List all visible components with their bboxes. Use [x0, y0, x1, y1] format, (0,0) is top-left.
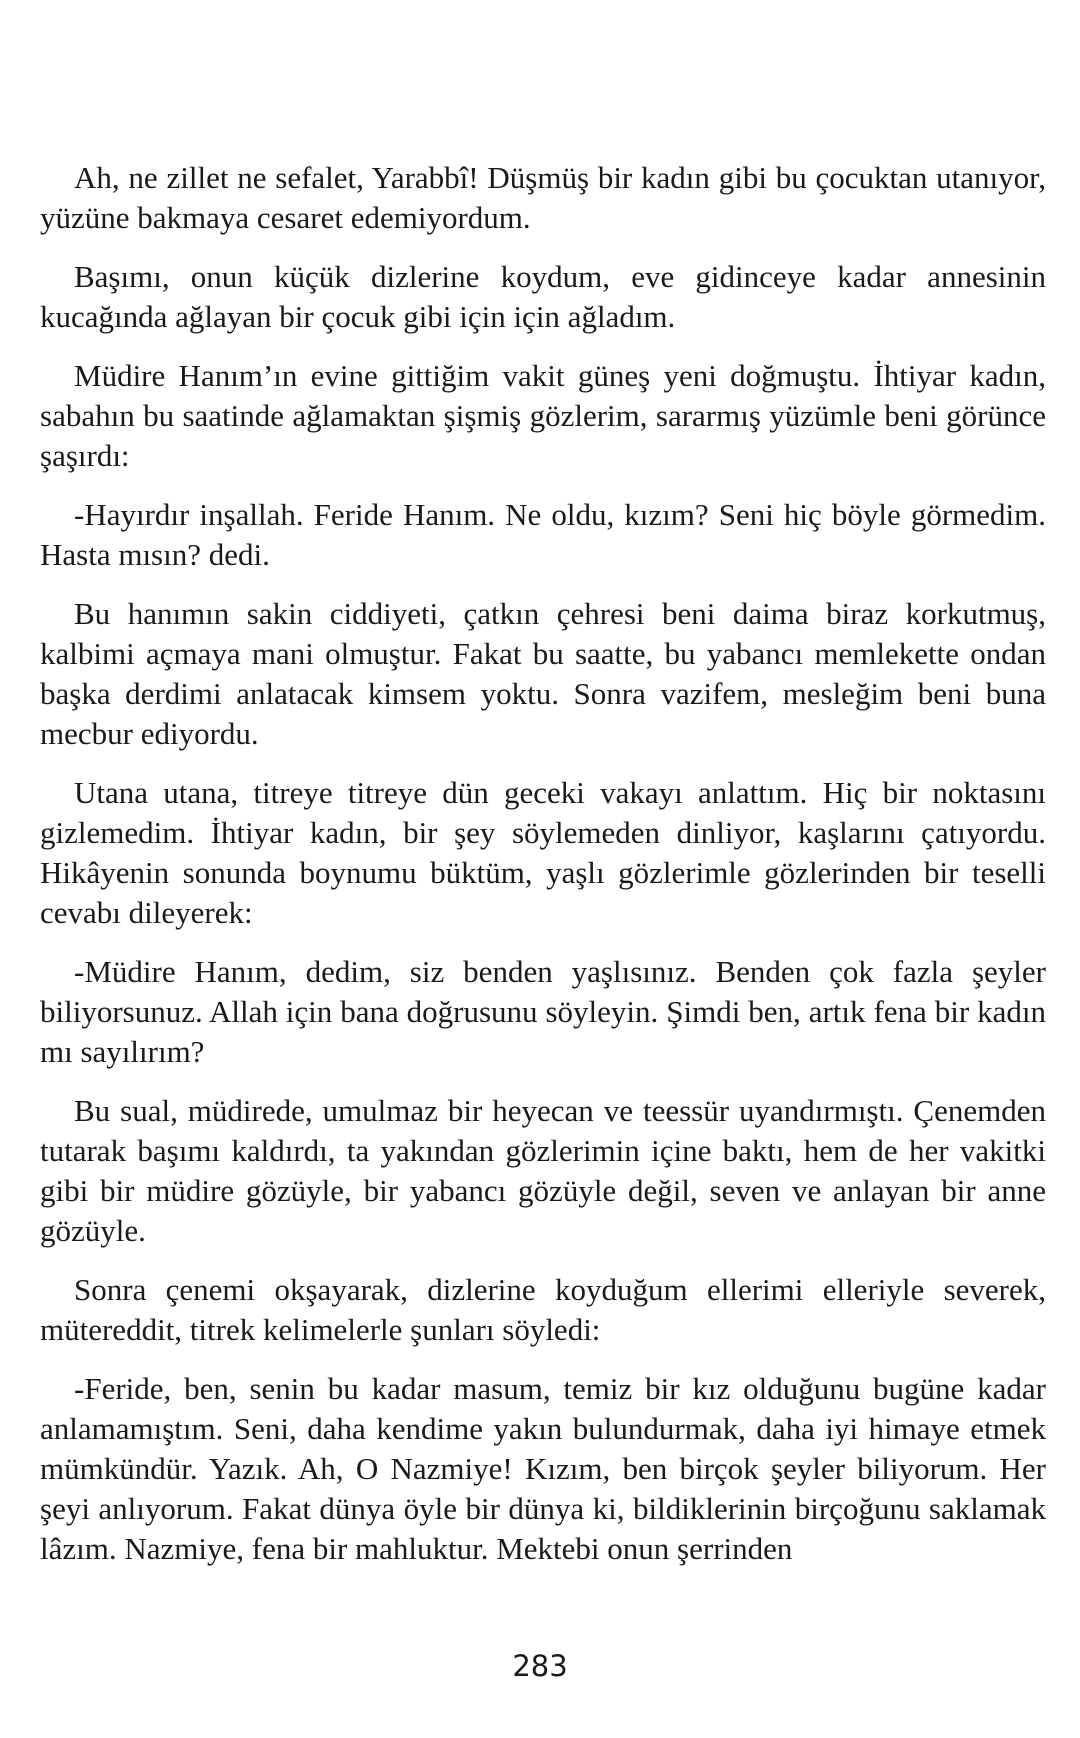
paragraph: Sonra çenemi okşayarak, dizlerine koyduğum ellerimi elleriyle severek, mütereddit, titrek kelimelerle şunları söyledi:	[40, 1272, 1046, 1347]
paragraph: -Müdire Hanım, dedim, siz benden yaşlısınız. Benden çok fazla şeyler biliyorsunuz. Allah için bana doğrusunu söyleyin. Şimdi ben, artık fena bir kadın mı sayılırım?	[40, 954, 1046, 1069]
paragraph: Utana utana, titreye titreye dün geceki vakayı anlattım. Hiç bir noktasını gizlemedim. İhtiyar kadın, bir şey söylemeden dinliyor, kaşlarını çatıyordu. Hikâyenin sonunda boynumu büktüm, yaşlı gözlerimle gözlerinden bir teselli cevabı dileyerek:	[40, 775, 1046, 930]
paragraph: -Hayırdır inşallah. Feride Hanım. Ne oldu, kızım? Seni hiç böyle görmedim. Hasta mısın? dedi.	[40, 497, 1046, 572]
paragraph: -Feride, ben, senin bu kadar masum, temiz bir kız olduğunu bugüne kadar anlamamıştım. Seni, daha kendime yakın bulundurmak, daha iyi himaye etmek mümkündür. Yazık. Ah, O Nazmiye! Kızım, ben birçok şeyler biliyorum. Her şeyi anlıyorum. Fakat dünya öyle bir dünya ki, bildiklerinin birçoğunu saklamak lâzım. Nazmiye, fena bir mahluktur. Mektebi onun şerrinden	[40, 1371, 1046, 1566]
paragraph: Bu hanımın sakin ciddiyeti, çatkın çehresi beni daima biraz korkutmuş, kalbimi açmaya mani olmuştur. Fakat bu saatte, bu yabancı memlekette ondan başka derdimi anlatacak kimsem yoktu. Sonra vazifem, mesleğim beni buna mecbur ediyordu.	[40, 596, 1046, 751]
paragraph: Başımı, onun küçük dizlerine koydum, eve gidinceye kadar annesinin kucağında ağlayan bir çocuk gibi için için ağladım.	[40, 259, 1046, 334]
paragraph: Bu sual, müdirede, umulmaz bir heyecan ve teessür uyandırmıştı. Çenemden tutarak başımı kaldırdı, ta yakından gözlerimin içine baktı, hem de her vakitki gibi bir müdire gözüyle, bir yabancı gözüyle değil, seven ve anlayan bir anne gözüyle.	[40, 1093, 1046, 1248]
paragraph: Ah, ne zillet ne sefalet, Yarabbî! Düşmüş bir kadın gibi bu çocuktan utanıyor, yüzüne bakmaya cesaret edemiyordum.	[40, 160, 1046, 235]
page-number: 283	[512, 1649, 568, 1683]
paragraph: Müdire Hanım’ın evine gittiğim vakit güneş yeni doğmuştu. İhtiyar kadın, sabahın bu saatinde ağlamaktan şişmiş gözlerim, sararmış yüzümle beni görünce şaşırdı:	[40, 358, 1046, 473]
book-page-body	[40, 158, 1046, 1588]
